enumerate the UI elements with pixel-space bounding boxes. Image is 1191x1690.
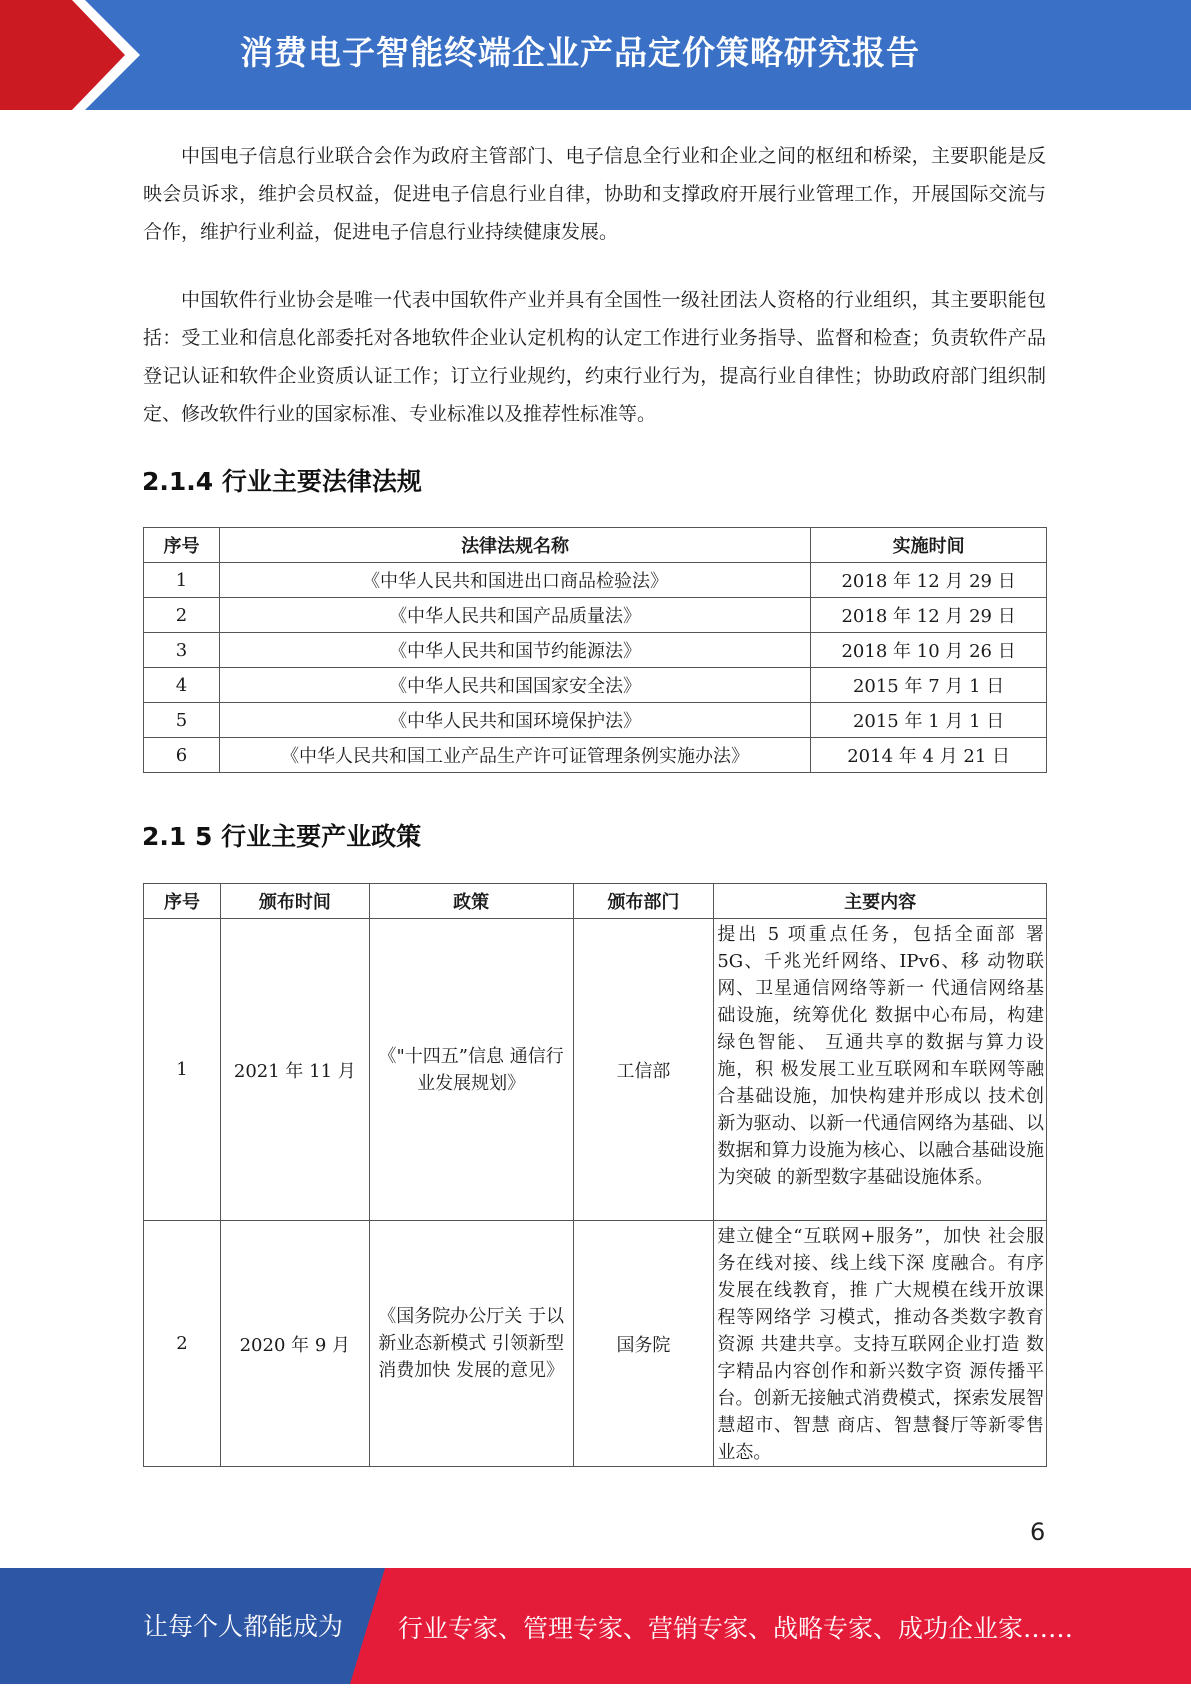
effective-date: 2018 年 12 月 29 日 (811, 563, 1047, 598)
table-header-row (144, 528, 1047, 563)
column-header: 颁布时间 (220, 884, 369, 919)
row-number: 1 (144, 563, 220, 598)
header-red-arrow-shape (0, 0, 150, 110)
law-name: 《中华人民共和国国家安全法》 (219, 668, 810, 703)
row-number: 4 (144, 668, 220, 703)
table-row (144, 1221, 1047, 1467)
table-row (144, 738, 1047, 773)
row-number: 1 (144, 919, 221, 1221)
issue-date: 2021 年 11 月 (220, 919, 369, 1221)
policy-name: 《国务院办公厅关 于以新业态新模式 引领新型消费加快 发展的意见》 (369, 1221, 573, 1467)
section-heading-laws: 2.1.4 行业主要法律法规 (142, 467, 422, 496)
issuing-department: 国务院 (573, 1221, 714, 1467)
table-row (144, 919, 1047, 1221)
table-row (144, 703, 1047, 738)
law-name: 《中华人民共和国进出口商品检验法》 (219, 563, 810, 598)
row-number: 2 (144, 598, 220, 633)
table-header-row (144, 884, 1047, 919)
column-header: 主要内容 (714, 884, 1047, 919)
effective-date: 2015 年 7 月 1 日 (811, 668, 1047, 703)
issue-date: 2020 年 9 月 (220, 1221, 369, 1467)
footer-slogan-left: 让每个人都能成为 (143, 1612, 344, 1641)
column-header: 序号 (144, 884, 221, 919)
law-name: 《中华人民共和国产品质量法》 (219, 598, 810, 633)
effective-date: 2018 年 10 月 26 日 (811, 633, 1047, 668)
page-footer (0, 1568, 1191, 1684)
policies-table (143, 883, 1047, 1467)
policy-name: 《"十四五”信息 通信行业发展规划》 (369, 919, 573, 1221)
effective-date: 2015 年 1 月 1 日 (811, 703, 1047, 738)
law-name: 《中华人民共和国工业产品生产许可证管理条例实施办法》 (219, 738, 810, 773)
row-number: 2 (144, 1221, 221, 1467)
section-heading-policies: 2.1 5 行业主要产业政策 (142, 822, 422, 851)
laws-table (143, 527, 1047, 773)
paragraph-software-association: 中国软件行业协会是唯一代表中国软件产业并具有全国性一级社团法人资格的行业组织，其主要职能包括：受工业和信息化部委托对各地软件企业认定机构的认定工作进行业务指导、监督和检查；负责软件产品登记认证和软件企业资质认证工作；订立行业规约，约束行业行为，提高行业自律性；协助政府部门组织制定、修改软件行业的国家标准、专业标准以及推荐性标准等。 (143, 289, 1046, 425)
column-header: 政策 (369, 884, 573, 919)
issuing-department: 工信部 (573, 919, 714, 1221)
column-header: 实施时间 (811, 528, 1047, 563)
policy-content: 提出 5 项重点任务，包括全面部 署 5G、千兆光纤网络、IPv6、移 动物联网、卫星通信网络等新一 代通信网络基础设施，统筹优化 数据中心布局，构建绿色智能、 互通共享的数据与算力设施，积 极发展工业互联网和车联网等融 合基础设施，加快构建并形成以 技术创新为驱动、以新一代通信网络为基础、以数据和算力设施为核心、以融合基础设施为突破 的新型数字基础设施体系。 (714, 919, 1047, 1221)
column-header: 颁布部门 (573, 884, 714, 919)
column-header: 序号 (144, 528, 220, 563)
table-row (144, 598, 1047, 633)
effective-date: 2014 年 4 月 21 日 (811, 738, 1047, 773)
report-title: 消费电子智能终端企业产品定价策略研究报告 (240, 33, 920, 72)
table-row (144, 668, 1047, 703)
paragraph-electronics-federation: 中国电子信息行业联合会作为政府主管部门、电子信息全行业和企业之间的枢纽和桥梁，主要职能是反映会员诉求，维护会员权益，促进电子信息行业自律，协助和支撑政府开展行业管理工作，开展国际交流与合作，维护行业利益，促进电子信息行业持续健康发展。 (143, 145, 1046, 243)
column-header: 法律法规名称 (219, 528, 810, 563)
footer-slogan-right: 行业专家、管理专家、营销专家、战略专家、成功企业家…… (398, 1614, 1074, 1643)
row-number: 6 (144, 738, 220, 773)
page-header (0, 0, 1191, 110)
table-row (144, 563, 1047, 598)
row-number: 5 (144, 703, 220, 738)
law-name: 《中华人民共和国环境保护法》 (219, 703, 810, 738)
page-number: 6 (1030, 1518, 1046, 1546)
table-row (144, 633, 1047, 668)
law-name: 《中华人民共和国节约能源法》 (219, 633, 810, 668)
policy-content: 建立健全“互联网+服务”，加快 社会服务在线对接、线上线下深 度融合。有序发展在线教育，推 广大规模在线开放课程等网络学 习模式，推动各类数字教育资源 共建共享。支持互联网企业打造 数字精品内容创作和新兴数字资 源传播平台。创新无接触式消费模式，探索发展智慧超市、智慧 商店、智慧餐厅等新零售业态。 (714, 1221, 1047, 1467)
row-number: 3 (144, 633, 220, 668)
effective-date: 2018 年 12 月 29 日 (811, 598, 1047, 633)
